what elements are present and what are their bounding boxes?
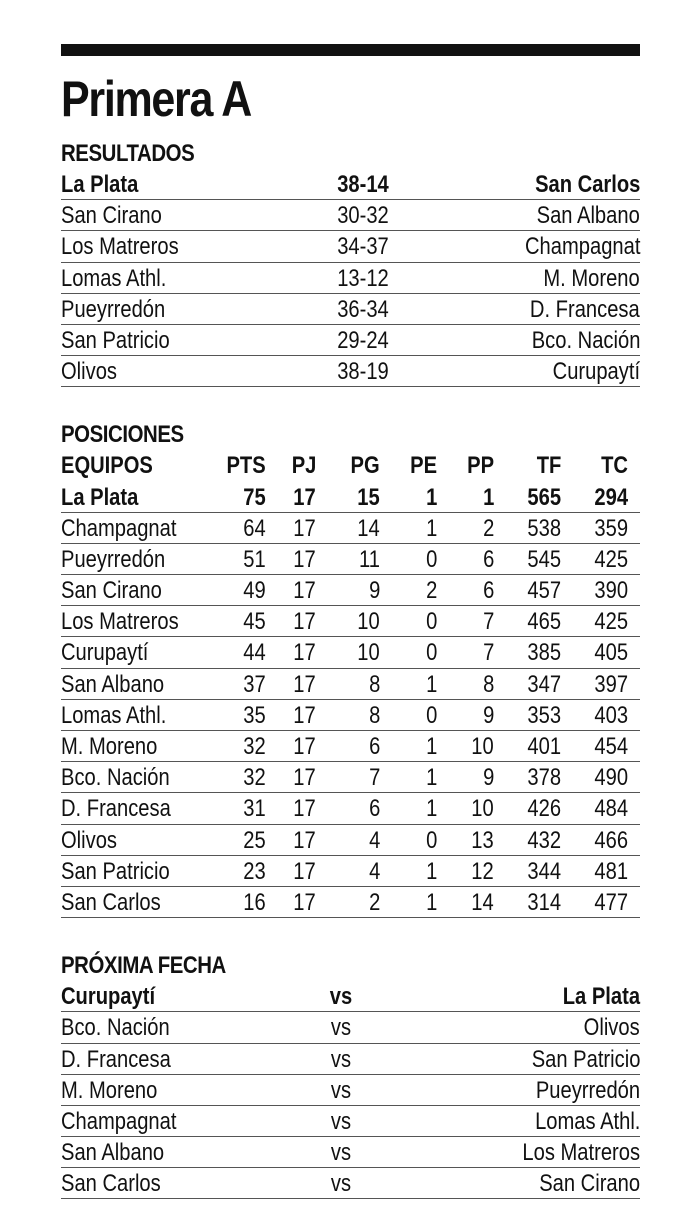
team-name: Curupaytí (61, 639, 149, 667)
team-name: Pueyrredón (61, 545, 166, 573)
home-team: San Albano (61, 1139, 165, 1167)
cell-pg: 10 (357, 639, 380, 667)
cell-tc: 490 (594, 764, 628, 792)
cell-pe: 2 (425, 577, 437, 605)
cell-pj: 17 (293, 670, 316, 698)
cell-pj: 17 (293, 545, 316, 573)
home-team: Champagnat (61, 1107, 177, 1135)
cell-pj: 17 (293, 795, 316, 823)
cell-pg: 11 (359, 545, 380, 573)
cell-tf: 565 (527, 483, 561, 511)
match-score: 30-32 (337, 202, 389, 230)
team-name: Bco. Nación (61, 764, 170, 792)
cell-pp: 12 (471, 857, 494, 885)
cell-pe: 1 (425, 857, 437, 885)
cell-tc: 425 (594, 608, 628, 636)
results-row (61, 294, 640, 325)
fixtures-label: PRÓXIMA FECHA (61, 952, 226, 980)
away-team: Pueyrredón (535, 1076, 640, 1104)
team-name: San Albano (61, 670, 165, 698)
cell-tf: 401 (527, 733, 561, 760)
away-team: Curupaytí (552, 358, 640, 386)
cell-tc: 390 (594, 577, 628, 605)
cell-pj: 17 (293, 577, 316, 605)
results-label: RESULTADOS (61, 140, 195, 167)
match-score: 36-34 (337, 295, 389, 323)
team-name: La Plata (61, 483, 139, 511)
team-name: San Patricio (61, 857, 170, 885)
vs-label: vs (330, 1139, 352, 1167)
cell-pg: 15 (357, 483, 380, 511)
away-team: San Albano (536, 202, 640, 230)
cell-pp: 10 (471, 733, 494, 760)
table-row (61, 887, 640, 918)
cell-pts: 64 (243, 514, 266, 542)
cell-tf: 457 (527, 577, 561, 605)
page-title: Primera A (61, 71, 251, 127)
cell-pp: 10 (471, 795, 494, 823)
cell-pj: 17 (293, 733, 316, 760)
cell-pts: 16 (243, 888, 266, 916)
fixture-row (61, 1168, 640, 1199)
table-row (61, 856, 640, 887)
cell-pp: 9 (482, 764, 494, 792)
cell-pe: 0 (425, 701, 437, 729)
home-team: San Carlos (61, 1170, 161, 1198)
cell-pg: 8 (368, 701, 380, 729)
cell-tf: 545 (527, 545, 561, 573)
table-page (61, 44, 640, 1199)
table-row (61, 731, 640, 762)
cell-pp: 13 (471, 826, 494, 854)
fixture-row (61, 1137, 640, 1168)
cell-tf: 344 (527, 857, 561, 885)
match-score: 38-19 (337, 358, 389, 386)
fixtures-table (61, 981, 640, 1199)
vs-label: vs (330, 1076, 352, 1104)
match-score: 34-37 (337, 233, 389, 261)
cell-pg: 2 (368, 888, 380, 916)
cell-tf: 432 (527, 826, 561, 854)
cell-tf: 385 (527, 639, 561, 667)
standings-header-row (61, 450, 640, 481)
top-rule (61, 44, 640, 56)
cell-pe: 0 (425, 608, 437, 636)
away-team: M. Moreno (543, 264, 640, 292)
cell-pts: 45 (243, 608, 266, 636)
home-team: D. Francesa (61, 1045, 171, 1073)
cell-tf: 426 (527, 795, 561, 823)
cell-pe: 1 (425, 795, 437, 823)
fixture-row (61, 1044, 640, 1075)
cell-pg: 6 (368, 733, 380, 760)
results-row (61, 263, 640, 294)
cell-pe: 1 (425, 764, 437, 792)
team-name: Olivos (61, 826, 118, 854)
vs-label: vs (330, 1107, 352, 1135)
team-name: San Cirano (61, 577, 162, 605)
home-team: Curupaytí (61, 983, 156, 1011)
cell-pts: 35 (243, 701, 266, 729)
cell-pj: 17 (293, 764, 316, 792)
home-team: La Plata (61, 171, 139, 198)
cell-pg: 10 (357, 608, 380, 636)
cell-tf: 378 (527, 764, 561, 792)
table-row (61, 700, 640, 731)
header-tf: TF (536, 452, 561, 480)
cell-pts: 44 (243, 639, 266, 667)
cell-pp: 7 (482, 608, 494, 636)
cell-pp: 9 (482, 701, 494, 729)
fixture-row (61, 981, 640, 1012)
fixture-row (61, 1012, 640, 1043)
cell-pp: 7 (482, 639, 494, 667)
cell-pg: 7 (368, 764, 380, 792)
header-team: EQUIPOS (61, 452, 153, 480)
team-name: Champagnat (61, 514, 177, 542)
table-row (61, 669, 640, 700)
cell-pp: 6 (482, 545, 494, 573)
away-team: Olivos (583, 1014, 640, 1042)
cell-tc: 484 (594, 795, 628, 823)
header-pp: PP (467, 452, 494, 480)
cell-pe: 1 (425, 733, 437, 760)
cell-tf: 353 (527, 701, 561, 729)
cell-pe: 1 (425, 670, 437, 698)
away-team: D. Francesa (530, 295, 640, 323)
cell-tc: 397 (594, 670, 628, 698)
cell-pg: 9 (368, 577, 380, 605)
cell-pg: 4 (368, 857, 380, 885)
table-row (61, 762, 640, 793)
cell-pts: 32 (243, 733, 266, 760)
match-score: 29-24 (337, 326, 389, 354)
cell-pe: 0 (425, 826, 437, 854)
standings-table (61, 482, 640, 919)
cell-pp: 8 (482, 670, 494, 698)
cell-tc: 425 (594, 545, 628, 573)
header-tc: TC (601, 452, 628, 480)
cell-pp: 6 (482, 577, 494, 605)
away-team: San Cirano (539, 1170, 640, 1198)
header-pg: PG (350, 452, 380, 480)
cell-tc: 481 (594, 857, 628, 885)
cell-pj: 17 (293, 857, 316, 885)
home-team: San Cirano (61, 202, 162, 230)
cell-pts: 25 (243, 826, 266, 854)
cell-pts: 49 (243, 577, 266, 605)
team-name: D. Francesa (61, 795, 171, 823)
results-row (61, 169, 640, 200)
cell-pts: 75 (243, 483, 266, 511)
away-team: San Carlos (534, 171, 640, 198)
cell-pj: 17 (293, 514, 316, 542)
cell-pj: 17 (293, 888, 316, 916)
team-name: San Carlos (61, 888, 161, 916)
results-row (61, 231, 640, 262)
away-team: Lomas Athl. (534, 1107, 640, 1135)
cell-pj: 17 (293, 701, 316, 729)
away-team: La Plata (562, 983, 640, 1011)
table-row (61, 575, 640, 606)
cell-pj: 17 (293, 483, 316, 511)
cell-tf: 538 (527, 514, 561, 542)
home-team: Pueyrredón (61, 295, 166, 323)
table-row (61, 544, 640, 575)
vs-label: vs (330, 1014, 352, 1042)
header-pts: PTS (226, 452, 266, 480)
fixture-row (61, 1106, 640, 1137)
header-pe: PE (410, 452, 437, 480)
cell-pe: 1 (425, 888, 437, 916)
results-row (61, 200, 640, 231)
cell-pg: 4 (368, 826, 380, 854)
table-row (61, 606, 640, 637)
cell-tc: 405 (594, 639, 628, 667)
table-row (61, 513, 640, 544)
away-team: San Patricio (531, 1045, 640, 1073)
table-row (61, 637, 640, 668)
cell-pj: 17 (293, 639, 316, 667)
fixture-row (61, 1075, 640, 1106)
results-row (61, 356, 640, 387)
cell-pg: 14 (357, 514, 380, 542)
results-row (61, 325, 640, 356)
header-pj: PJ (291, 452, 316, 480)
home-team: Olivos (61, 358, 118, 386)
cell-pg: 6 (368, 795, 380, 823)
away-team: Bco. Nación (531, 326, 640, 354)
cell-pts: 51 (243, 545, 266, 573)
cell-tc: 403 (594, 701, 628, 729)
cell-tc: 477 (594, 888, 628, 916)
home-team: San Patricio (61, 326, 170, 354)
cell-tc: 294 (594, 483, 628, 511)
cell-pe: 0 (425, 545, 437, 573)
results-table (61, 169, 640, 387)
cell-pp: 2 (482, 514, 494, 542)
cell-pj: 17 (293, 608, 316, 636)
cell-pe: 1 (425, 514, 437, 542)
match-score: 38-14 (337, 171, 389, 198)
team-name: Lomas Athl. (61, 701, 167, 729)
home-team: M. Moreno (61, 1076, 158, 1104)
home-team: Bco. Nación (61, 1014, 170, 1042)
table-row (61, 482, 640, 513)
cell-pts: 32 (243, 764, 266, 792)
cell-pp: 1 (482, 483, 494, 511)
cell-tf: 314 (527, 888, 561, 916)
away-team: Los Matreros (522, 1139, 640, 1167)
home-team: Los Matreros (61, 233, 179, 261)
cell-pts: 31 (243, 795, 266, 823)
vs-label: vs (330, 1045, 352, 1073)
cell-tc: 466 (594, 826, 628, 854)
vs-label: vs (329, 983, 353, 1011)
away-team: Champagnat (524, 233, 640, 261)
vs-label: vs (330, 1170, 352, 1198)
match-score: 13-12 (337, 264, 389, 292)
team-name: Los Matreros (61, 608, 179, 636)
cell-tc: 454 (594, 733, 628, 760)
cell-tc: 359 (594, 514, 628, 542)
cell-pg: 8 (368, 670, 380, 698)
team-name: M. Moreno (61, 733, 158, 760)
table-row (61, 793, 640, 824)
cell-pp: 14 (471, 888, 494, 916)
home-team: Lomas Athl. (61, 264, 167, 292)
cell-tf: 465 (527, 608, 561, 636)
cell-pts: 37 (243, 670, 266, 698)
cell-tf: 347 (527, 670, 561, 698)
cell-pj: 17 (293, 826, 316, 854)
standings-label: POSICIONES (61, 421, 184, 449)
cell-pe: 1 (425, 483, 437, 511)
table-row (61, 825, 640, 856)
cell-pe: 0 (425, 639, 437, 667)
cell-pts: 23 (243, 857, 266, 885)
